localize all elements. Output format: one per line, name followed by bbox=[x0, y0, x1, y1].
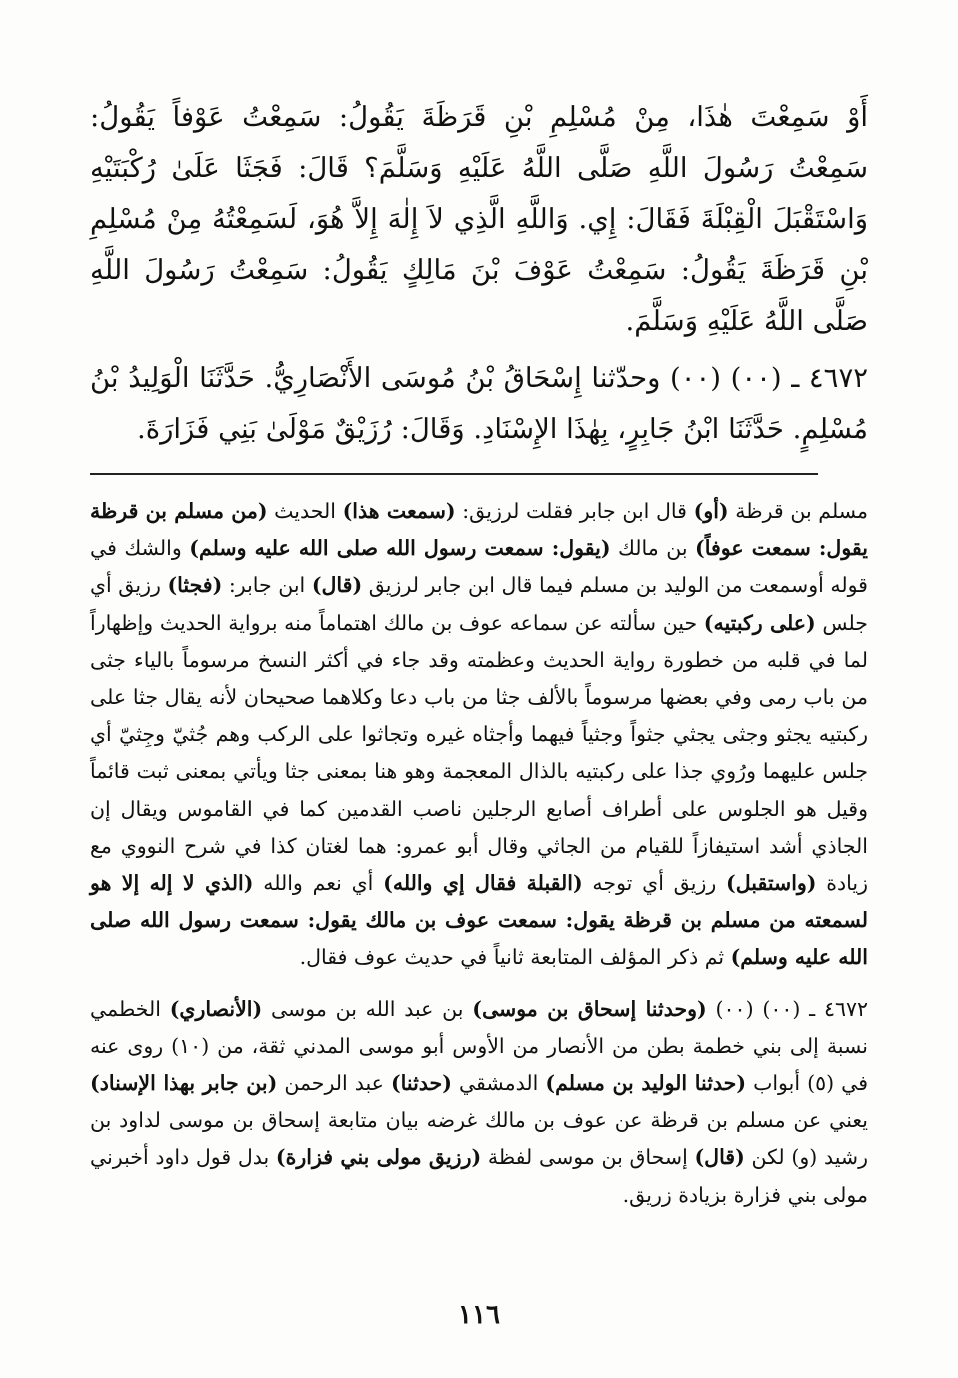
commentary-highlight: (واستقبل) bbox=[726, 871, 817, 896]
commentary-highlight: (قال) bbox=[694, 1145, 745, 1170]
main-paragraph-2: ٤٦٧٢ ـ (٠٠) (٠٠) وحدّثنا إِسْحَاقُ بْنُ مُوسَى الأَنْصَارِيُّ. حَدَّثَنَا الْوَلِيدُ بْنُ مُسْلِمٍ. حَدَّثَنَا ابْنُ جَابِرٍ، بِهٰذَا الإِسْنَادِ. وَقَالَ: رُزَيْقٌ مَوْلَىٰ بَنِي فَزَارَةَ. bbox=[90, 362, 868, 445]
commentary-text: ابن جابر: bbox=[222, 573, 312, 598]
commentary-highlight: (القبلة فقال إي والله) bbox=[383, 871, 583, 896]
commentary-text: بن مالك bbox=[610, 536, 696, 561]
commentary-text: ثم ذكر المؤلف المتابعة ثانياً في حديث عوف فقال. bbox=[299, 945, 731, 970]
commentary-text: بدل قول داود أخبرني مولى بني فزارة بزيادة زريق. bbox=[90, 1145, 868, 1207]
commentary-text: الدمشقي bbox=[451, 1071, 546, 1096]
commentary-text: بن عبد الله بن موسى bbox=[262, 996, 473, 1021]
commentary-highlight: (فجثا) bbox=[167, 573, 223, 598]
commentary-highlight: (قال) bbox=[311, 573, 363, 598]
commentary-text: أي نعم والله bbox=[253, 871, 384, 896]
commentary-highlight: (الأنصاري) bbox=[169, 996, 263, 1021]
commentary-highlight: (سمعت هذا) bbox=[342, 499, 456, 523]
commentary-text: ٤٦٧٢ ـ (٠٠) (٠٠) bbox=[706, 996, 869, 1021]
main-paragraph-1: أَوْ سَمِعْتَ هٰذَا، مِنْ مُسْلِمِ بْنِ قَرَظَةَ يَقُولُ: سَمِعْتُ عَوْفاً يَقُولُ: سَمِعْتُ رَسُولَ اللَّهِ صَلَّى اللَّهُ عَلَيْهِ وَسَلَّمَ؟ قَالَ: فَجَثَا عَلَىٰ رُكْبَتَيْهِ وَاسْتَقْبَلَ الْقِبْلَةَ فَقَالَ: إِي. وَاللَّهِ الَّذِي لاَ إِلٰهَ إِلاَّ هُوَ، لَسَمِعْتُهُ مِنْ مُسْلِمِ بْنِ قَرَظَةَ يَقُولُ: سَمِعْتُ عَوْفَ بْنَ مَالِكٍ يَقُولُ: سَمِعْتُ رَسُولَ اللَّهِ صَلَّى اللَّهُ عَلَيْهِ وَسَلَّمَ. bbox=[90, 101, 868, 337]
commentary-highlight: (حدثنا) bbox=[390, 1071, 452, 1096]
commentary-text: إسحاق بن موسى لفظة bbox=[481, 1145, 695, 1170]
commentary-text: رزيق أي جلس bbox=[90, 573, 868, 635]
commentary-highlight: (رزيق مولى بني فزارة) bbox=[275, 1145, 482, 1170]
commentary-highlight: (وحدثنا إسحاق بن موسى) bbox=[472, 996, 707, 1021]
commentary-text: مسلم بن قرظة bbox=[728, 499, 868, 523]
commentary-highlight: (حدثنا الوليد بن مسلم) bbox=[545, 1071, 747, 1096]
footnote-divider bbox=[90, 473, 818, 475]
commentary-highlight: (على ركبتيه) bbox=[703, 610, 816, 635]
page-number: ١١٦ bbox=[458, 1300, 500, 1330]
commentary-text: حين سألته عن سماعه عوف بن مالك اهتماماً منه برواية الحديث وإظهاراً لما في قلبه من خطورة رواية الحديث وعظمته وقد جاء في أكثر النسخ مرسوماً بالياء جثى من باب رمى وفي بعضها مرسوماً بالألف جثا من باب دعا وكلاهما صحيحان لأنه يقال جثا على ركبتيه يجثو وجثى يجثي جثواً وجثياً فيهما وأجثاه غيره وتجاثوا على الركب وهم جُثيّ وجِثيّ أي جلس عليهما ورُوي جذا على ركبتيه بالذال المعجمة وهو هنا بمعنى جثا ويأتي بمعنى ثبت قائماً وقيل هو الجلوس على أطراف أصابع الرجلين ناصب القدمين كما في القاموس ويقال إن الجاذي أشد استيفازاً للقيام من الجاثي وقال أبو عمرو: هما لغتان كذا في شرح النووي مع زيادة bbox=[90, 610, 868, 896]
commentary-text: والشك في قوله أوسمعت من الوليد بن مسلم فيما قال ابن جابر لرزيق bbox=[90, 536, 868, 598]
main-text bbox=[90, 92, 868, 455]
commentary-paragraph-2 bbox=[90, 991, 868, 1214]
commentary-highlight: (بن جابر بهذا الإسناد) bbox=[90, 1071, 278, 1096]
commentary-text: عبد الرحمن bbox=[277, 1071, 391, 1096]
commentary-text: الحديث bbox=[267, 499, 343, 523]
commentary-text: رزيق أي توجه bbox=[582, 871, 727, 896]
commentary-text: يعني عن مسلم بن قرظة عن عوف بن مالك غرضه بيان متابعة إسحاق بن موسى لداود بن رشيد (و) لكن bbox=[90, 1108, 868, 1170]
commentary-text: قال ابن جابر فقلت لرزيق: bbox=[455, 499, 694, 523]
commentary-highlight: (يقول: سمعت رسول الله صلى الله عليه وسلم) bbox=[189, 536, 611, 561]
commentary bbox=[90, 493, 868, 1214]
commentary-highlight: (أو) bbox=[693, 499, 729, 523]
commentary-text: الخطمي نسبة إلى بني خطمة بطن من الأنصار من الأوس أبو موسى المدني ثقة، من (١٠) روى عنه في (٥) أبواب bbox=[90, 996, 868, 1096]
commentary-paragraph-1 bbox=[90, 493, 868, 977]
commentary-highlight: (الذي لا إله إلا هو لسمعته من مسلم بن قرظة يقول: سمعت عوف بن مالك يقول: سمعت رسول الله صلى الله عليه وسلم) bbox=[90, 871, 868, 970]
commentary-highlight: (من مسلم بن قرظة يقول: سمعت عوفاً) bbox=[90, 499, 868, 561]
